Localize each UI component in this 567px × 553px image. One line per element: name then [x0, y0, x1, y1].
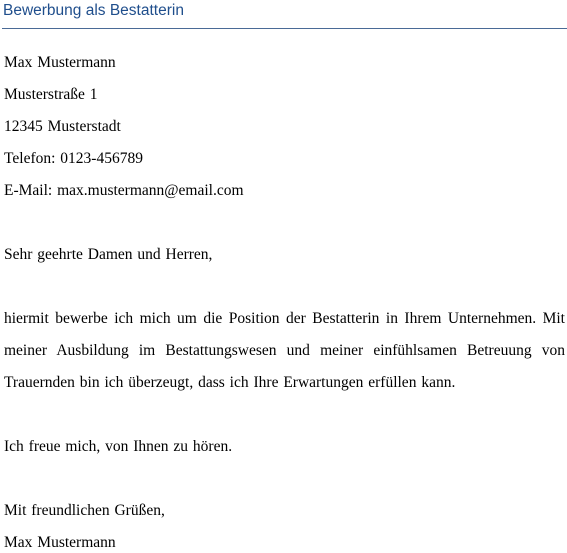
closing: Mit freundlichen Grüßen, — [4, 502, 165, 519]
sender-phone: Telefon: 0123-456789 — [4, 150, 143, 167]
paragraph-1-line-2: meiner Ausbildung im Bestattungswesen und meiner einfühlsamen Betreuung von — [4, 342, 565, 359]
sender-name: Max Mustermann — [4, 54, 116, 71]
paragraph-1-line-1: hiermit bewerbe ich mich um die Position der Bestatterin in Ihrem Unternehmen. Mit — [4, 310, 565, 327]
sender-email: E-Mail: max.mustermann@email.com — [4, 182, 244, 199]
sender-city: 12345 Musterstadt — [4, 118, 121, 135]
paragraph-1-line-3: Trauernden bin ich überzeugt, dass ich Ihre Erwartungen erfüllen kann. — [4, 374, 456, 391]
signature: Max Mustermann — [4, 534, 116, 551]
sender-street: Musterstraße 1 — [4, 86, 98, 103]
title-header — [2, 0, 567, 29]
salutation: Sehr geehrte Damen und Herren, — [4, 246, 213, 263]
document-title: Bewerbung als Bestatterin — [3, 2, 184, 19]
paragraph-2: Ich freue mich, von Ihnen zu hören. — [4, 438, 233, 455]
